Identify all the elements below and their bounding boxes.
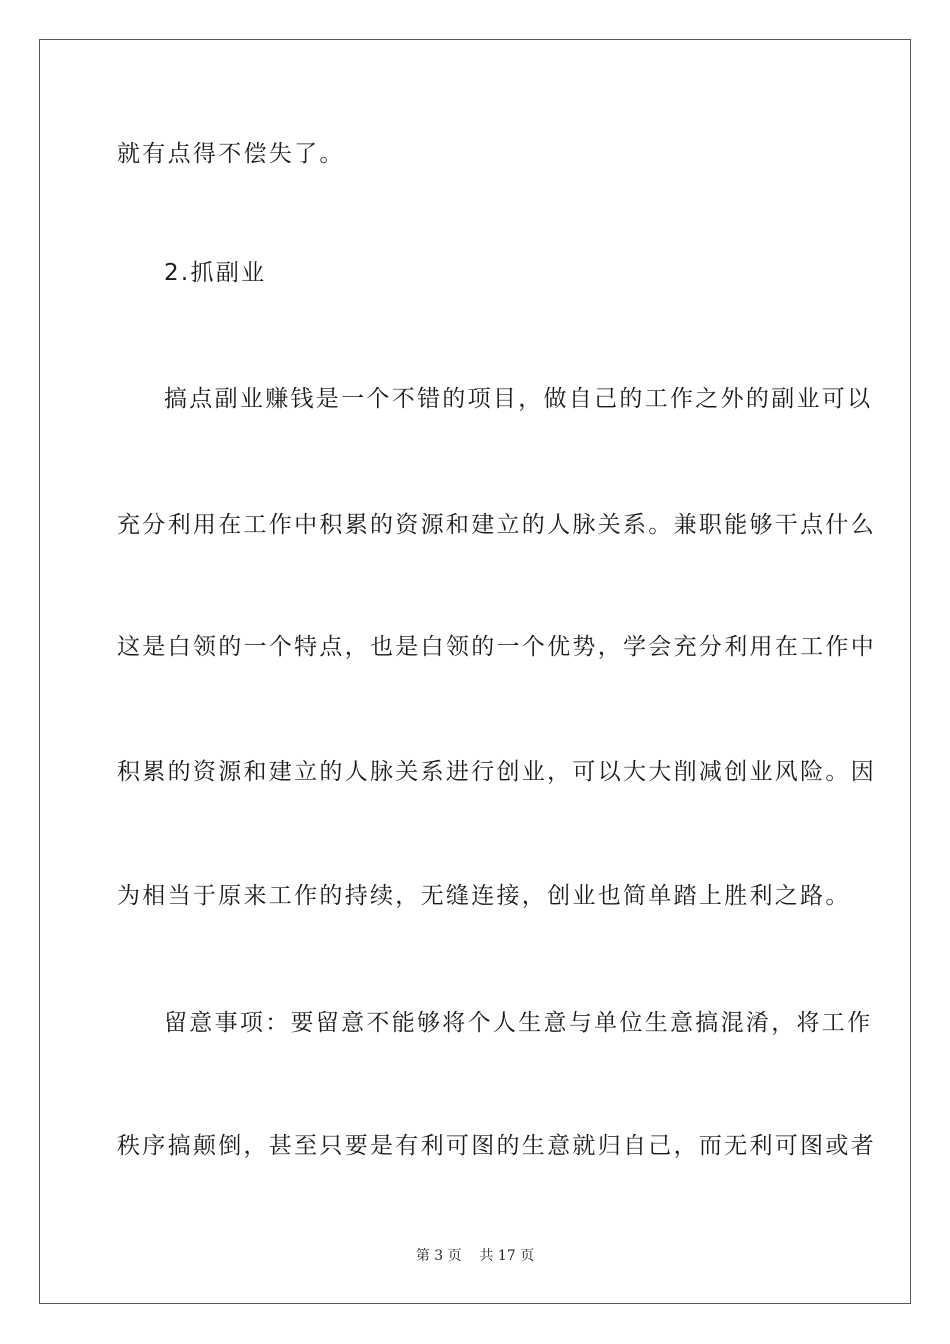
text-line-5: 这是白领的一个特点，也是白领的一个优势，学会充分利用在工作中 [117, 634, 876, 660]
page-border [39, 39, 911, 1304]
page-number-footer: 第 3 页 共 17 页 [415, 1248, 535, 1264]
text-line-9: 秩序搞颠倒，甚至只要是有利可图的生意就归自己，而无利可图或者 [117, 1133, 876, 1159]
text-line-1: 就有点得不偿失了。 [117, 141, 345, 167]
text-line-4: 充分利用在工作中积累的资源和建立的人脉关系。兼职能够干点什么 [117, 512, 876, 538]
text-line-7: 为相当于原来工作的持续，无缝连接，创业也简单踏上胜利之路。 [117, 883, 851, 909]
text-line-3: 搞点副业赚钱是一个不错的项目，做自己的工作之外的副业可以 [164, 386, 873, 412]
text-line-6: 积累的资源和建立的人脉关系进行创业，可以大大削减创业风险。因 [117, 759, 876, 785]
text-line-8: 留意事项：要留意不能够将个人生意与单位生意搞混淆，将工作 [164, 1010, 873, 1036]
section-heading: 2.抓副业 [164, 260, 267, 286]
